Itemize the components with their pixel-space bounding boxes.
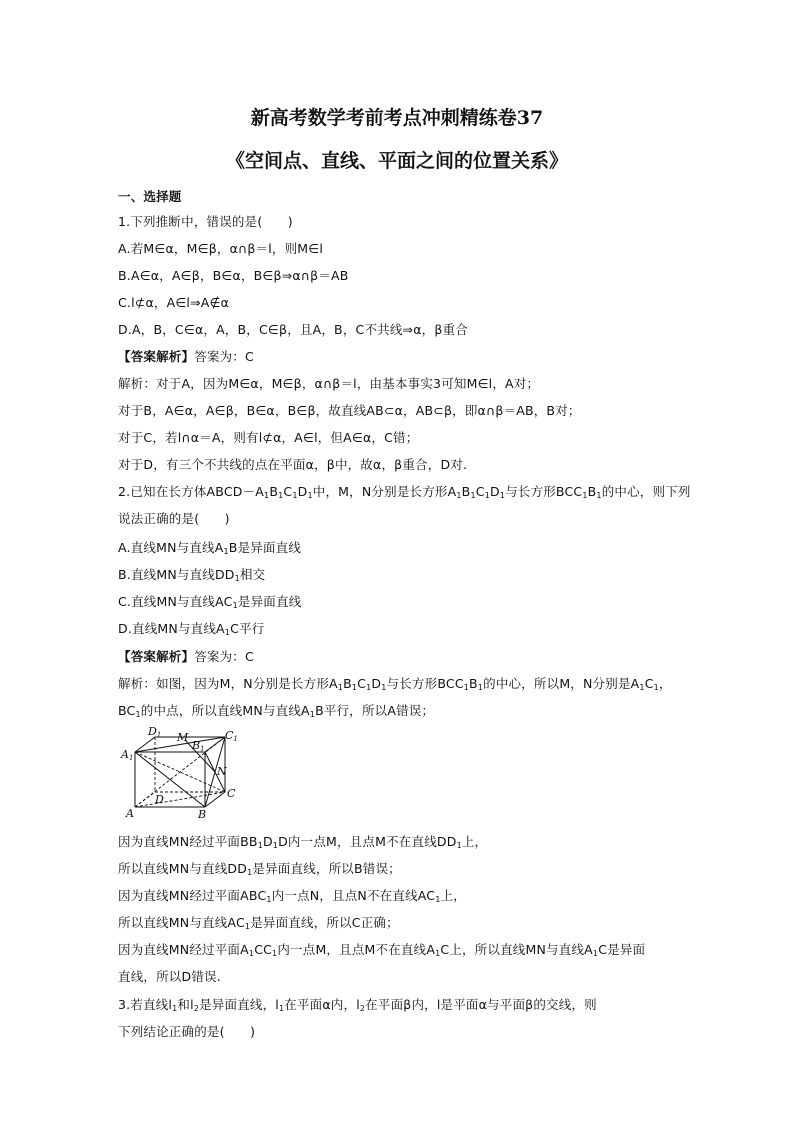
q2-option-b: B.直线MN与直线$DD_1$相交: [118, 567, 266, 583]
q2-option-c: C.直线MN与直线$AC_1$是异面直线: [118, 594, 302, 610]
hidden-diag-ac1: [135, 737, 225, 807]
label-a1: A1: [121, 748, 134, 762]
label-a: A: [126, 807, 134, 819]
q2-after-4: 所以直线MN与直线$AC_1$是异面直线，所以C正确；: [118, 915, 399, 931]
q1-option-b: B.A∈α，A∈β，B∈α，B∈β⇒α∩β＝AB: [118, 268, 349, 283]
label-d: D: [155, 793, 164, 806]
q2-answer-label: 【答案解析】: [118, 649, 195, 664]
section-heading: 一、选择题: [118, 189, 182, 204]
q1-answer: [118, 347, 254, 365]
q2-stem-line1: 2.已知在长方体$ABCD-A_1B_1C_1D_1$中，M，N分别是长方形$A_1B_1C_1D_1$与长方形$BCC_1B_1$的中心，则下列: [118, 484, 691, 500]
q1-option-a: A.若M∈α，M∈β，α∩β＝l，则M∈l: [118, 241, 324, 256]
q2-option-a: A.直线MN与直线$A_1B$是异面直线: [118, 540, 302, 556]
q1-option-d: D.A，B，C∈α，A，B，C∈β，且A，B，C不共线⇒α，β重合: [118, 322, 468, 337]
q3-stem-line1: 3.若直线$l_1$和$l_2$是异面直线，$l_1$在平面α内，$l_2$在平面β内，l是平面α与平面β的交线，则: [118, 997, 597, 1013]
label-c1: C1: [225, 729, 238, 743]
q1-explanation-3: 对于C，若l∩α＝A，则有l⊄α，A∈l，但A∈α，C错；: [118, 430, 419, 445]
q1-option-c: C.l⊄α，A∈l⇒A∉α: [118, 295, 230, 310]
label-d1: D1: [148, 727, 162, 739]
label-m: M: [177, 731, 189, 744]
q2-explanation-1: 解析：如图，因为M，N分别是长方形$A_1B_1C_1D_1$与长方形$BCC_1B_1$的中心，所以M，N分别是$A_1C_1$，: [118, 676, 672, 692]
q1-explanation-1: 解析：对于A，因为M∈α，M∈β，α∩β＝l，由基本事实3可知M∈l，A对；: [118, 376, 540, 391]
q2-stem-line2: 说法正确的是( ): [118, 511, 230, 526]
q1-answer-label: 【答案解析】: [118, 349, 195, 364]
label-b1: B1: [192, 739, 205, 753]
label-b: B: [198, 808, 207, 819]
edge-bc: [205, 792, 225, 807]
q3-stem-line2: 下列结论正确的是( ): [118, 1024, 256, 1039]
q2-explanation-2: $BC_1$的中点，所以直线MN与直线$A_1B$平行，所以A错误；: [118, 703, 435, 719]
q2-after-2: 所以直线MN与直线$DD_1$是异面直线，所以B错误；: [118, 861, 401, 877]
q1-explanation-4: 对于D，有三个不共线的点在平面α，β中，故α，β重合，D对.: [118, 457, 468, 472]
q2-after-1: 因为直线MN经过平面$BB_1D_1D$内一点M，且点M不在直线$DD_1$上，: [118, 834, 488, 850]
q1-answer-text: 答案为：C: [194, 349, 254, 364]
label-n: N: [217, 765, 227, 778]
q2-after-3: 因为直线MN经过平面$ABC_1$内一点N，且点N不在直线$AC_1$上，: [118, 888, 466, 904]
cuboid-figure: [118, 727, 240, 819]
q1-explanation-2: 对于B，A∈α，A∈β，B∈α，B∈β，故直线AB⊂α，AB⊂β，即α∩β＝AB，B对；: [118, 403, 581, 418]
q2-option-d: D.直线MN与直线$A_1C$平行: [118, 621, 265, 637]
hidden-diag-ac: [135, 792, 225, 807]
exam-subtitle: 《空间点、直线、平面之间的位置关系》: [225, 150, 568, 172]
label-c: C: [227, 787, 236, 800]
exam-title: 新高考数学考前考点冲刺精练卷37: [250, 107, 544, 129]
q2-answer: [118, 647, 254, 665]
q2-after-5: 因为直线MN经过平面$A_1CC_1$内一点M，且点M不在直线$A_1C$上，所以直线MN与直线$A_1C$是异面: [118, 942, 646, 958]
q1-stem: 1.下列推断中，错误的是( ): [118, 214, 293, 229]
q2-after-6: 直线，所以D错误.: [118, 969, 221, 984]
q2-answer-text: 答案为：C: [194, 649, 254, 664]
edge-a1d1: [135, 737, 155, 752]
